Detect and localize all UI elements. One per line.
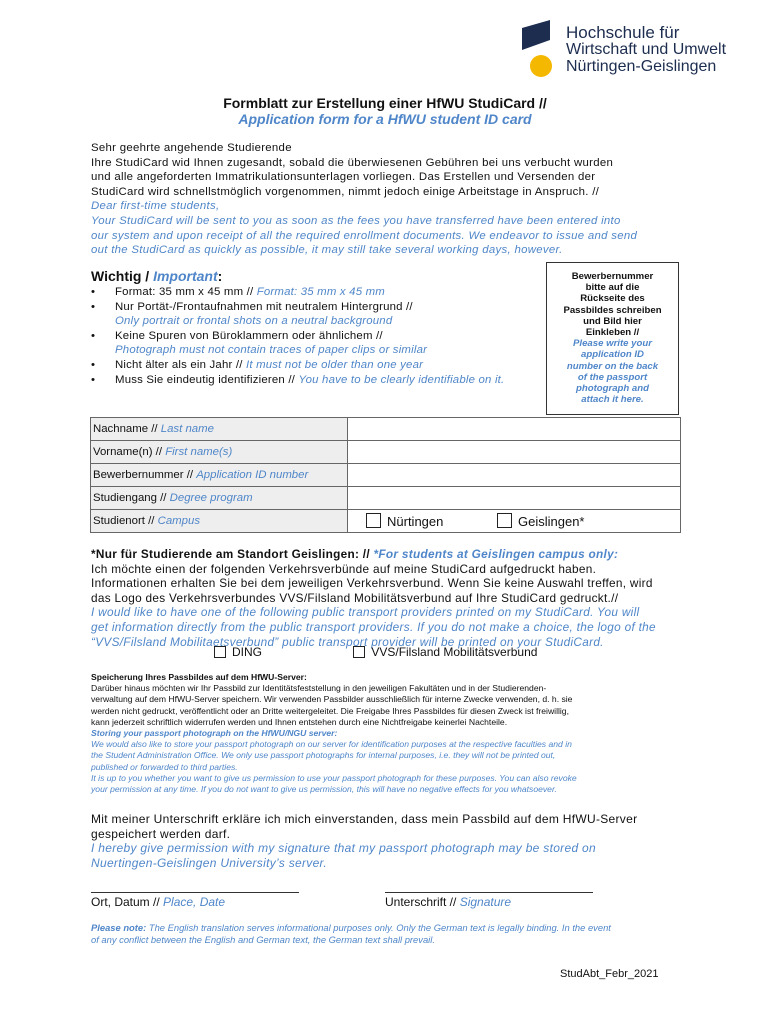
campus-nuertingen-option[interactable]: Nürtingen [366,514,443,529]
ding-option[interactable]: DING [214,645,262,659]
list-item: • Muss Sie eindeutig identifizieren // You have to be clearly identifiable on it. [91,373,546,388]
last-name-label: Nachname // Last name [91,418,348,441]
intro [91,141,691,258]
requirements-list [91,285,546,387]
checkbox-icon[interactable] [366,513,381,528]
vvs-option[interactable]: VVS/Filsland Mobilitätsverbund [353,645,537,659]
page-title: Formblatt zur Erstellung einer HfWU StudiCard // [223,95,547,111]
first-name-field[interactable] [348,441,681,464]
checkbox-icon[interactable] [497,513,512,528]
list-item: • Format: 35 mm x 45 mm // Format: 35 mm x 45 mm [91,285,546,300]
intro-de-1: Sehr geehrte angehende Studierende [91,142,292,154]
list-item: • Keine Spuren von Büroklammern oder ähnlichem // Photograph must not contain traces of paper clips or similar [91,329,546,358]
list-item: • Nur Portät-/Frontaufnahmen mit neutralem Hintergrund // Only portrait or frontal shots on a neutral background [91,300,546,329]
logo-line-2: Wirtschaft und Umwelt [566,41,727,58]
degree-program-label: Studiengang // Degree program [91,487,348,510]
geislingen-section: *Nur für Studierende am Standort Geislingen: // *For students at Geislingen campus only: Ich möchte einen der folgenden Verkehrsverbünde auf meine StudiCard aufgedruckt haben. Informationen erhalten Sie bei dem jeweiligen Verkehrsverbund. Wenn Sie keine Auswahl treffen, wird das Logo des Verkehrsverbundes VVS/Filsland Mobilitätsverbund auf Ihre StudiCard gedruckt.// I would like to have one of the following public transport providers printed on my StudiCard. You will get information directly from the public transport providers. If you do not make a choice, the logo of the “VVS/Filsland Mobilitaetsverbund” public transport provider will be printed on your StudiCard. [91,547,701,649]
intro-de-4: StudiCard wird schnellstmöglich vorgenommen, nimmt jedoch einige Arbeitstage in Anspruch. // [91,185,600,198]
first-name-label: Vorname(n) // First name(s) [91,441,348,464]
application-form [90,417,681,533]
campus-label: Studienort // Campus [91,510,348,533]
last-name-field[interactable] [348,418,681,441]
intro-de-2: Ihre StudiCard wid Ihnen zugesandt, sobald die überwiesenen Gebühren bei uns verbucht wurden [91,156,614,169]
application-id-field[interactable] [348,464,681,487]
page-title-en: Application form for a HfWU student ID card [238,111,532,127]
intro-en-4: out the StudiCard as quickly as possible, it may still take several working days, however. [91,244,563,257]
important-heading: Wichtig / Important: [91,268,223,284]
place-date-line [91,892,299,893]
campus-options [348,510,681,533]
degree-program-field[interactable] [348,487,681,510]
application-id-label: Bewerbernummer // Application ID number [91,464,348,487]
checkbox-icon[interactable] [214,646,226,658]
intro-en-2: Your StudiCard will be sent to you as soon as the fees you have transferred have been entered into [91,214,621,227]
geislingen-de-2: Informationen erhalten Sie bei dem jeweiligen Verkehrsverbund. Wenn Sie keine Auswahl treffen, wird [91,576,653,591]
signature-line [385,892,593,893]
intro-en-3: our system and upon receipt of all the required enrollment documents. We endeavor to issue and send [91,229,638,242]
storage-heading: Speicherung Ihres Passbildes auf dem HfWU-Server: [91,672,307,682]
translation-note: Please note: The English translation serves informational purposes only. Only the German text is legally binding. In the event of any conflict between the English and German text, the German text shall prevail. [91,922,611,945]
logo-line-3: Nürtingen-Geislingen [566,58,717,75]
place-date-field[interactable]: Ort, Datum // Place, Date [91,892,299,909]
transport-options [214,645,537,659]
intro-en-1: Dear first-time students, [91,200,220,213]
intro-de-3: und alle angeforderten Immatrikulationsunterlagen vorliegen. Das Erstellen und Versenden der [91,171,596,184]
consent-section: Mit meiner Unterschrift erkläre ich mich einverstanden, dass mein Passbild auf dem HfWU-Server gespeichert werden darf. I hereby give permission with my signature that my passport photograph may be stored on Nuertingen-Geislingen University’s server. [91,812,638,870]
signature-field[interactable]: Unterschrift // Signature [385,892,593,909]
geislingen-en-1: I would like to have one of the following public transport providers printed on my StudiCard. You will [91,605,640,620]
campus-geislingen-option[interactable]: Geislingen* [497,514,585,529]
geislingen-en-2: get information directly from the public transport providers. If you do not make a choice, the logo of the [91,619,656,634]
logo-line-1: Hochschule für [566,23,680,42]
logo [522,20,727,82]
storage-section: Speicherung Ihres Passbildes auf dem HfWU-Server: Darüber hinaus möchten wir Ihr Passbild zur Identitätsfeststellung in den jeweiligen Fakultäten und in der Studierenden- verwaltung auf dem HfWU-Server speichern. Wir verwenden Passbilder ausschließlich für interne Zwecke verwenden, d. h. sie werden nicht gedruckt, veröffentlicht oder an Dritte weitergeleitet. Die Freigabe Ihres Passbildes für diesen Zweck ist freiwillig, kann jederzeit schriftlich widerrufen werden und Ihnen entstehen durch eine Nichtfreigabe keinerlei Nachteile. Storing your passport photograph on the HfWU/NGU server: We would also like to store your passport photograph on our server for identification purposes at the respective faculties and in the Student Administration Office. We only use passport photographs for internal purposes, i.e. they will not be printed out, published or forwarded to third parties. It is up to you whether you want to give us permission to use your passport photograph for these purposes. You can also revoke your permission at any time. If you do not want to give us permission, this will have no negative effects for you whatsoever. [91,672,691,795]
document-code: StudAbt_Febr_2021 [560,968,659,980]
checkbox-icon[interactable] [353,646,365,658]
photo-box[interactable]: Bewerbernummer bitte auf die Rückseite des Passbildes schreiben und Bild hier Einkleben // Please write your application ID number on the back of the passport photograph and attach it here. [546,262,679,415]
geislingen-de-1: Ich möchte einen der folgenden Verkehrsverbünde auf meine StudiCard aufgedruckt haben. [91,561,597,576]
list-item: • Nicht älter als ein Jahr // It must not be older than one year [91,358,546,373]
storage-heading-en: Storing your passport photograph on the HfWU/NGU server: [91,728,338,739]
hfwu-logo-icon [522,20,558,78]
geislingen-de-3: das Logo des Verkehrsverbundes VVS/Filsland Mobilitätsverbund auf Ihre StudiCard gedruckt.// [91,590,619,605]
geislingen-en-3: “VVS/Filsland Mobilitaetsverbund” public transport provider will be printed on your StudiCard. [91,634,604,649]
